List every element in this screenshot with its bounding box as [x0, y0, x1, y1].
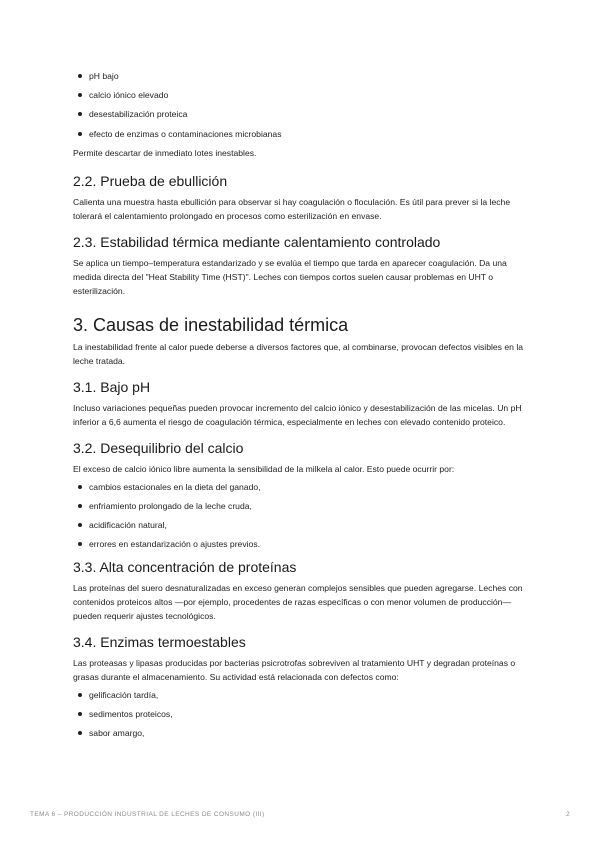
list-item: acidificación natural, [73, 519, 533, 531]
section-heading: 3.3. Alta concentración de proteínas [73, 558, 297, 575]
chapter-heading: 3. Causas de inestabilidad térmica [73, 314, 349, 335]
intro-list [73, 70, 533, 140]
paragraph: Permite descartar de inmediato lotes inestables. [73, 147, 257, 158]
page-content [73, 70, 533, 746]
list-item: errores en estandarización o ajustes previos. [73, 538, 533, 550]
defects-list [73, 689, 533, 739]
paragraph: Las proteasas y lipasas producidas por bacterias psicrotrofas sobreviven al tratamiento UHT y degradan proteínas o grasas durante el almacenamiento. Su actividad está relacionada con defectos como: [73, 657, 516, 682]
paragraph: Calienta una muestra hasta ebullición para observar si hay coagulación o floculación. Es útil para prever si la leche tolerará el calentamiento prolongado en procesos como esterilización en envase. [73, 196, 511, 221]
section-heading: 3.4. Enzimas termoestables [73, 633, 246, 650]
list-item: gelificación tardía, [73, 689, 533, 701]
list-item: cambios estacionales en la dieta del ganado, [73, 481, 533, 493]
paragraph: Incluso variaciones pequeñas pueden provocar incremento del calcio iónico y desestabilización de las micelas. Un pH inferior a 6,6 aumenta el riesgo de coagulación térmica, especialmente en leches con elevado contenido proteico. [73, 402, 522, 427]
list-item: sabor amargo, [73, 727, 533, 739]
section-heading: 3.2. Desequilibrio del calcio [73, 439, 244, 456]
list-item: sedimentos proteicos, [73, 708, 533, 720]
paragraph: La inestabilidad frente al calor puede deberse a diversos factores que, al combinarse, provocan defectos visibles en la leche tratada. [73, 341, 524, 366]
paragraph: El exceso de calcio iónico libre aumenta la sensibilidad de la milkela al calor. Esto puede ocurrir por: [73, 463, 455, 474]
section-heading: 3.1. Bajo pH [73, 378, 151, 395]
list-item: pH bajo [73, 70, 533, 82]
calcium-causes-list [73, 481, 533, 551]
page-number: 2 [566, 811, 570, 818]
list-item: enfriamiento prolongado de la leche cruda, [73, 500, 533, 512]
section-heading: 2.2. Prueba de ebullición [73, 172, 228, 189]
section-heading: 2.3. Estabilidad térmica mediante calentamiento controlado [73, 233, 441, 250]
paragraph: Las proteínas del suero desnaturalizadas en exceso generan complejos sensibles que pueden agregarse. Leches con contenidos proteicos altos —por ejemplo, procedentes de razas específicas o con menor volumen de producción— pueden requerir ajustes tecnológicos. [73, 582, 523, 621]
list-item: desestabilización proteica [73, 108, 533, 120]
footer-title: TEMA 6 – PRODUCCIÓN INDUSTRIAL DE LECHES DE CONSUMO (III) [30, 811, 265, 818]
paragraph: Se aplica un tiempo–temperatura estandarizado y se evalúa el tiempo que tarda en aparecer coagulación. Da una medida directa del "Heat Stability Time (HST)". Leches con tiempos cortos suelen causar problemas en UHT o esterilización. [73, 257, 507, 296]
list-item: efecto de enzimas o contaminaciones microbianas [73, 128, 533, 140]
list-item: calcio iónico elevado [73, 89, 533, 101]
